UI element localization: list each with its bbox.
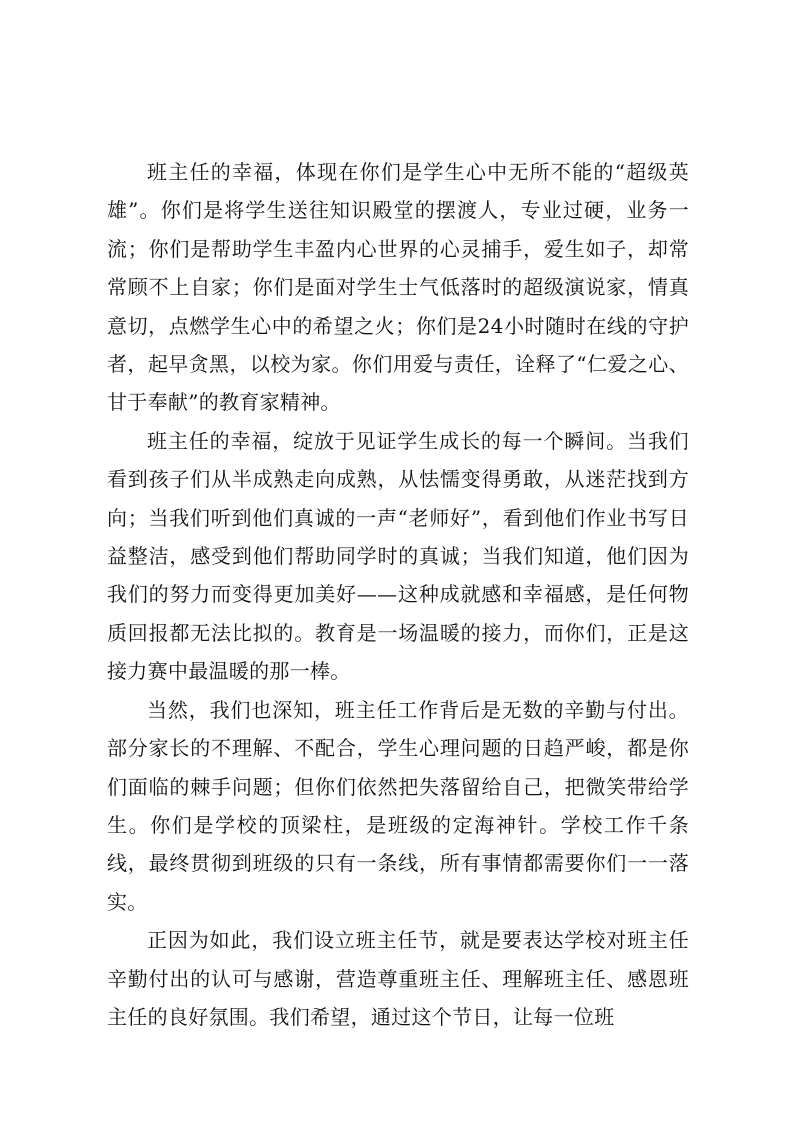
paragraph-1: 班主任的幸福，体现在你们是学生心中无所不能的“超级英雄”。你们是将学生送往知识殿堂的摆渡人，专业过硬，业务一流；你们是帮助学生丰盈内心世界的心灵捕手，爱生如子，却常常顾不上自家；你们是面对学生士气低落时的超级演说家，情真意切，点燃学生心中的希望之火；你们是24小时随时在线的守护者，起早贪黑，以校为家。你们用爱与责任，诠释了“仁爱之心、甘于奉献”的教育家精神。 — [107, 160, 689, 415]
paragraph-4: 正因为如此，我们设立班主任节，就是要表达学校对班主任辛勤付出的认可与感谢，营造尊重班主任、理解班主任、感恩班主任的良好氛围。我们希望，通过这个节日，让每一位班 — [107, 928, 689, 1029]
document-body — [107, 153, 689, 1036]
paragraph-3: 当然，我们也深知，班主任工作背后是无数的辛勤与付出。部分家长的不理解、不配合，学生心理问题的日趋严峻，都是你们面临的棘手问题；但你们依然把失落留给自己，把微笑带给学生。你们是学校的顶梁柱，是班级的定海神针。学校工作千条线，最终贯彻到班级的只有一条线，所有事情都需要你们一一落实。 — [107, 697, 689, 914]
paragraph-2: 班主任的幸福，绽放于见证学生成长的每一个瞬间。当我们看到孩子们从半成熟走向成熟，从怯懦变得勇敢，从迷茫找到方向；当我们听到他们真诚的一声“老师好”，看到他们作业书写日益整洁，感受到他们帮助同学时的真诚；当我们知道，他们因为我们的努力而变得更加美好——这种成就感和幸福感，是任何物质回报都无法比拟的。教育是一场温暖的接力，而你们，正是这接力赛中最温暖的那一棒。 — [107, 428, 689, 684]
